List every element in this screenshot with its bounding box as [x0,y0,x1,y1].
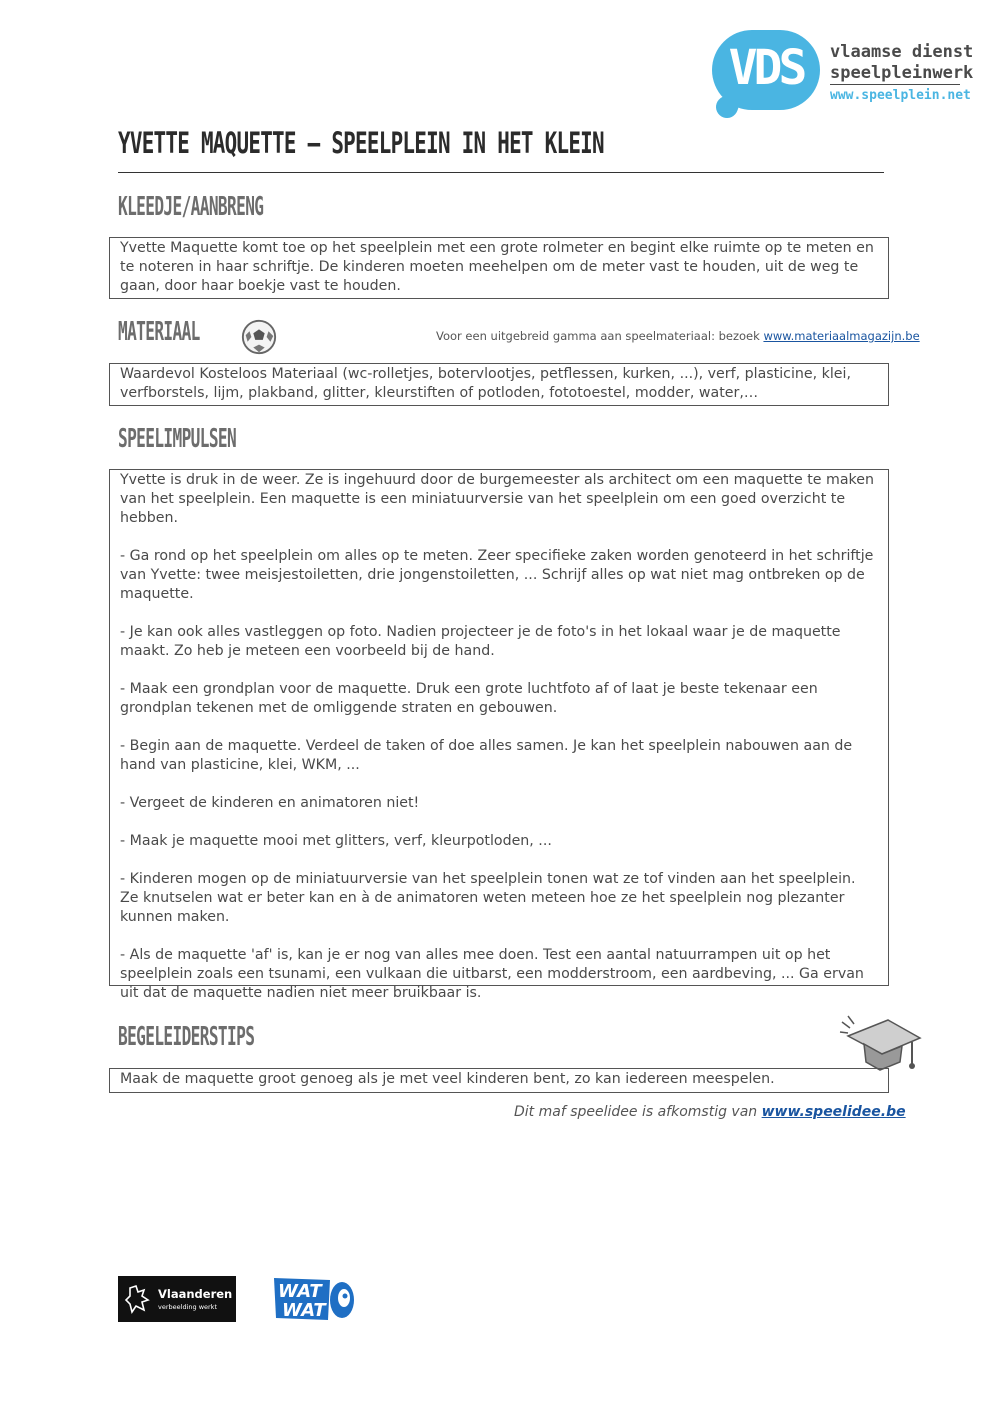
impuls-paragraph: - Ga rond op het speelplein om alles op te meten. Zeer specifieke zaken worden genoteerd in het schriftje van Yvette: twee meisjestoiletten, drie jongenstoiletten, ... Schrijf alles op wat niet mag ontbreken op de maquette. [120,548,874,602]
begeleiderstips-text: Maak de maquette groot genoeg als je met veel kinderen bent, zo kan iedereen meespelen. [120,1071,775,1087]
materiaal-link-line [436,329,920,343]
speelidee-link[interactable]: www.speelidee.be [761,1104,906,1120]
heading-kleedje: KLEEDJE/AANBRENG [118,192,264,222]
page-title: YVETTE MAQUETTE – SPEELPLEIN IN HET KLEIN [118,126,604,160]
box-kleedje [109,237,889,299]
watwat-line-2: WAT [282,1300,326,1321]
logo-underline [830,84,960,85]
box-begeleiderstips [109,1068,889,1093]
title-divider [118,172,884,173]
lion-icon [124,1284,150,1314]
graduation-cap-icon [838,1012,924,1074]
vlaanderen-title: Vlaanderen [158,1287,233,1301]
heading-speelimpulsen: SPEELIMPULSEN [118,424,237,454]
impuls-paragraph: - Vergeet de kinderen en animatoren niet! [120,795,420,811]
impuls-paragraph: - Maak je maquette mooi met glitters, verf, kleurpotloden, ... [120,833,552,849]
impuls-paragraph: - Je kan ook alles vastleggen op foto. Nadien projecteer je de foto's in het lokaal waar je de maquette maakt. Zo heb je meteen een voorbeeld bij de hand. [120,624,841,659]
box-speelimpulsen [109,469,889,1001]
impuls-paragraph: - Als de maquette 'af' is, kan je er nog van alles mee doen. Test een aantal natuurrampen uit op het speelplein zoals een tsunami, een vulkaan die uitbarst, een modderstroom, een aardbeving, ... Ga ervan uit dat de maquette nadien niet meer bruikbaar is. [120,947,864,1001]
watwat-logo [272,1276,356,1322]
watwat-line-1: WAT [278,1281,322,1302]
materiaalmagazijn-link[interactable]: www.materiaalmagazijn.be [763,329,920,343]
impuls-paragraph: - Begin aan de maquette. Verdeel de taken of doe alles samen. Je kan het speelplein nabouwen aan de hand van plasticine, klei, WKM, ... [120,738,853,773]
vlaanderen-logo [118,1276,236,1322]
heading-begeleiderstips: BEGELEIDERSTIPS [118,1022,255,1052]
kleedje-text: Yvette Maquette komt toe op het speelplein met een grote rolmeter en begint elke ruimte op te meten en te noteren in haar schriftje. De kinderen moeten meehelpen om de meter vast te houden, uit de weg te gaan, door haar boekje vast te houden. [120,240,874,294]
materiaal-link-prefix: Voor een uitgebreid gamma aan speelmateriaal: bezoek [436,329,764,343]
credit-prefix: Dit maf speelidee is afkomstig van [514,1104,762,1120]
box-materiaal [109,363,889,406]
impuls-paragraph: - Maak een grondplan voor de maquette. Druk een grote luchtfoto af of laat je beste tekenaar een grondplan tekenen met de omliggende straten en gebouwen. [120,681,818,716]
impuls-paragraph: Yvette is druk in de weer. Ze is ingehuurd door de burgemeester als architect om een maquette te maken van het speelplein. Een maquette is een miniatuurversie van het speelplein om een goed overzicht te hebben. [120,472,874,526]
logo-line-2: speelpleinwerk [830,63,974,83]
football-icon [240,318,278,356]
vds-logo [708,28,974,118]
vlaanderen-subtitle: verbeelding werkt [158,1303,217,1311]
logo-url: www.speelplein.net [830,88,971,103]
materiaal-text: Waardevol Kosteloos Materiaal (wc-rolletjes, botervlootjes, petflessen, kurken, ...), verf, plasticine, klei, verfborstels, lijm, plakband, glitter, kleurstiften of potloden, fototoestel, modder, water,… [120,366,851,401]
footer-credit [514,1104,906,1120]
logo-mark: VDS [728,40,804,96]
impuls-paragraph: - Kinderen mogen op de miniatuurversie van het speelplein tonen wat ze tof vinden aan het speelplein. Ze knutselen wat er beter kan en à de animatoren weten meteen hoe ze het speelplein nog plezanter kunnen maken. [120,871,856,925]
logo-line-1: vlaamse dienst [830,42,974,62]
heading-materiaal: MATERIAAL [118,317,200,347]
